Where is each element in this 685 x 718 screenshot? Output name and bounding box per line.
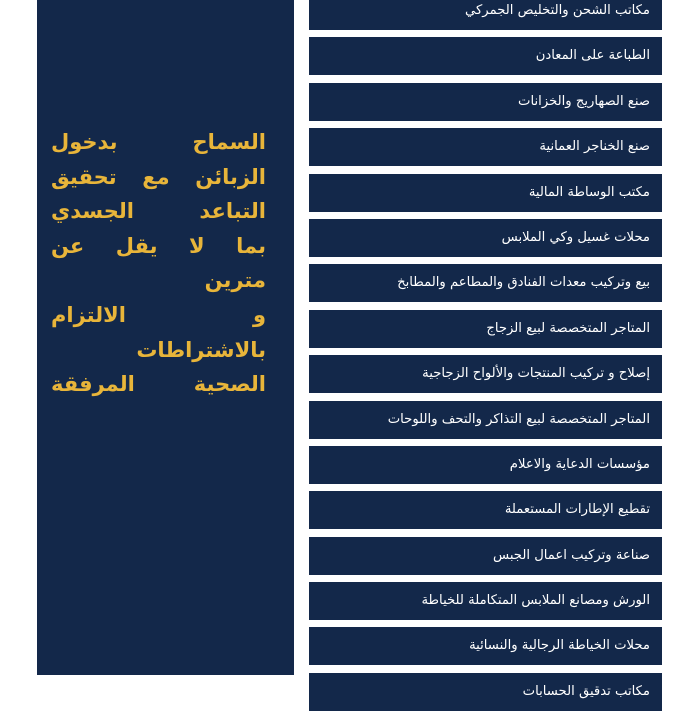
notice-line: الزبائن مع تحقيق <box>51 164 266 189</box>
list-item: مكتب الوساطة المالية <box>309 174 662 212</box>
list-item: المتاجر المتخصصة لبيع التذاكر والتحف واللوحات <box>309 401 662 439</box>
notice-line: بما لا يقل عن <box>51 233 266 258</box>
list-item: بيع وتركيب معدات الفنادق والمطاعم والمطابخ <box>309 264 662 302</box>
list-item: مؤسسات الدعاية والاعلام <box>309 446 662 484</box>
notice-panel <box>37 0 294 675</box>
list-item: المتاجر المتخصصة لبيع الزجاج <box>309 310 662 348</box>
list-item: محلات غسيل وكي الملابس <box>309 219 662 257</box>
notice-line: و الالتزام <box>51 302 266 327</box>
notice-line: التباعد الجسدي <box>51 199 266 224</box>
list-item: الطباعة على المعادن <box>309 37 662 75</box>
list-item: صنع الصهاريج والخزانات <box>309 83 662 121</box>
list-item: صناعة وتركيب اعمال الجبس <box>309 537 662 575</box>
notice-line: الصحية المرفقة <box>51 372 266 397</box>
list-item: إصلاح و تركيب المنتجات والألواح الزجاجية <box>309 355 662 393</box>
list-item: تقطيع الإطارات المستعملة <box>309 491 662 529</box>
list-item: مكاتب الشحن والتخليص الجمركي <box>309 0 662 30</box>
list-item: الورش ومصانع الملابس المتكاملة للخياطة <box>309 582 662 620</box>
notice-line: بالاشتراطات <box>136 337 266 362</box>
notice-line: مترين <box>204 268 266 293</box>
activity-list <box>309 0 662 718</box>
list-item: محلات الخياطة الرجالية والنسائية <box>309 627 662 665</box>
notice-line: السماح بدخول <box>51 130 266 154</box>
list-item: مكاتب تدقيق الحسابات <box>309 673 662 711</box>
distancing-notice <box>51 125 266 402</box>
list-item: صنع الخناجر العمانية <box>309 128 662 166</box>
